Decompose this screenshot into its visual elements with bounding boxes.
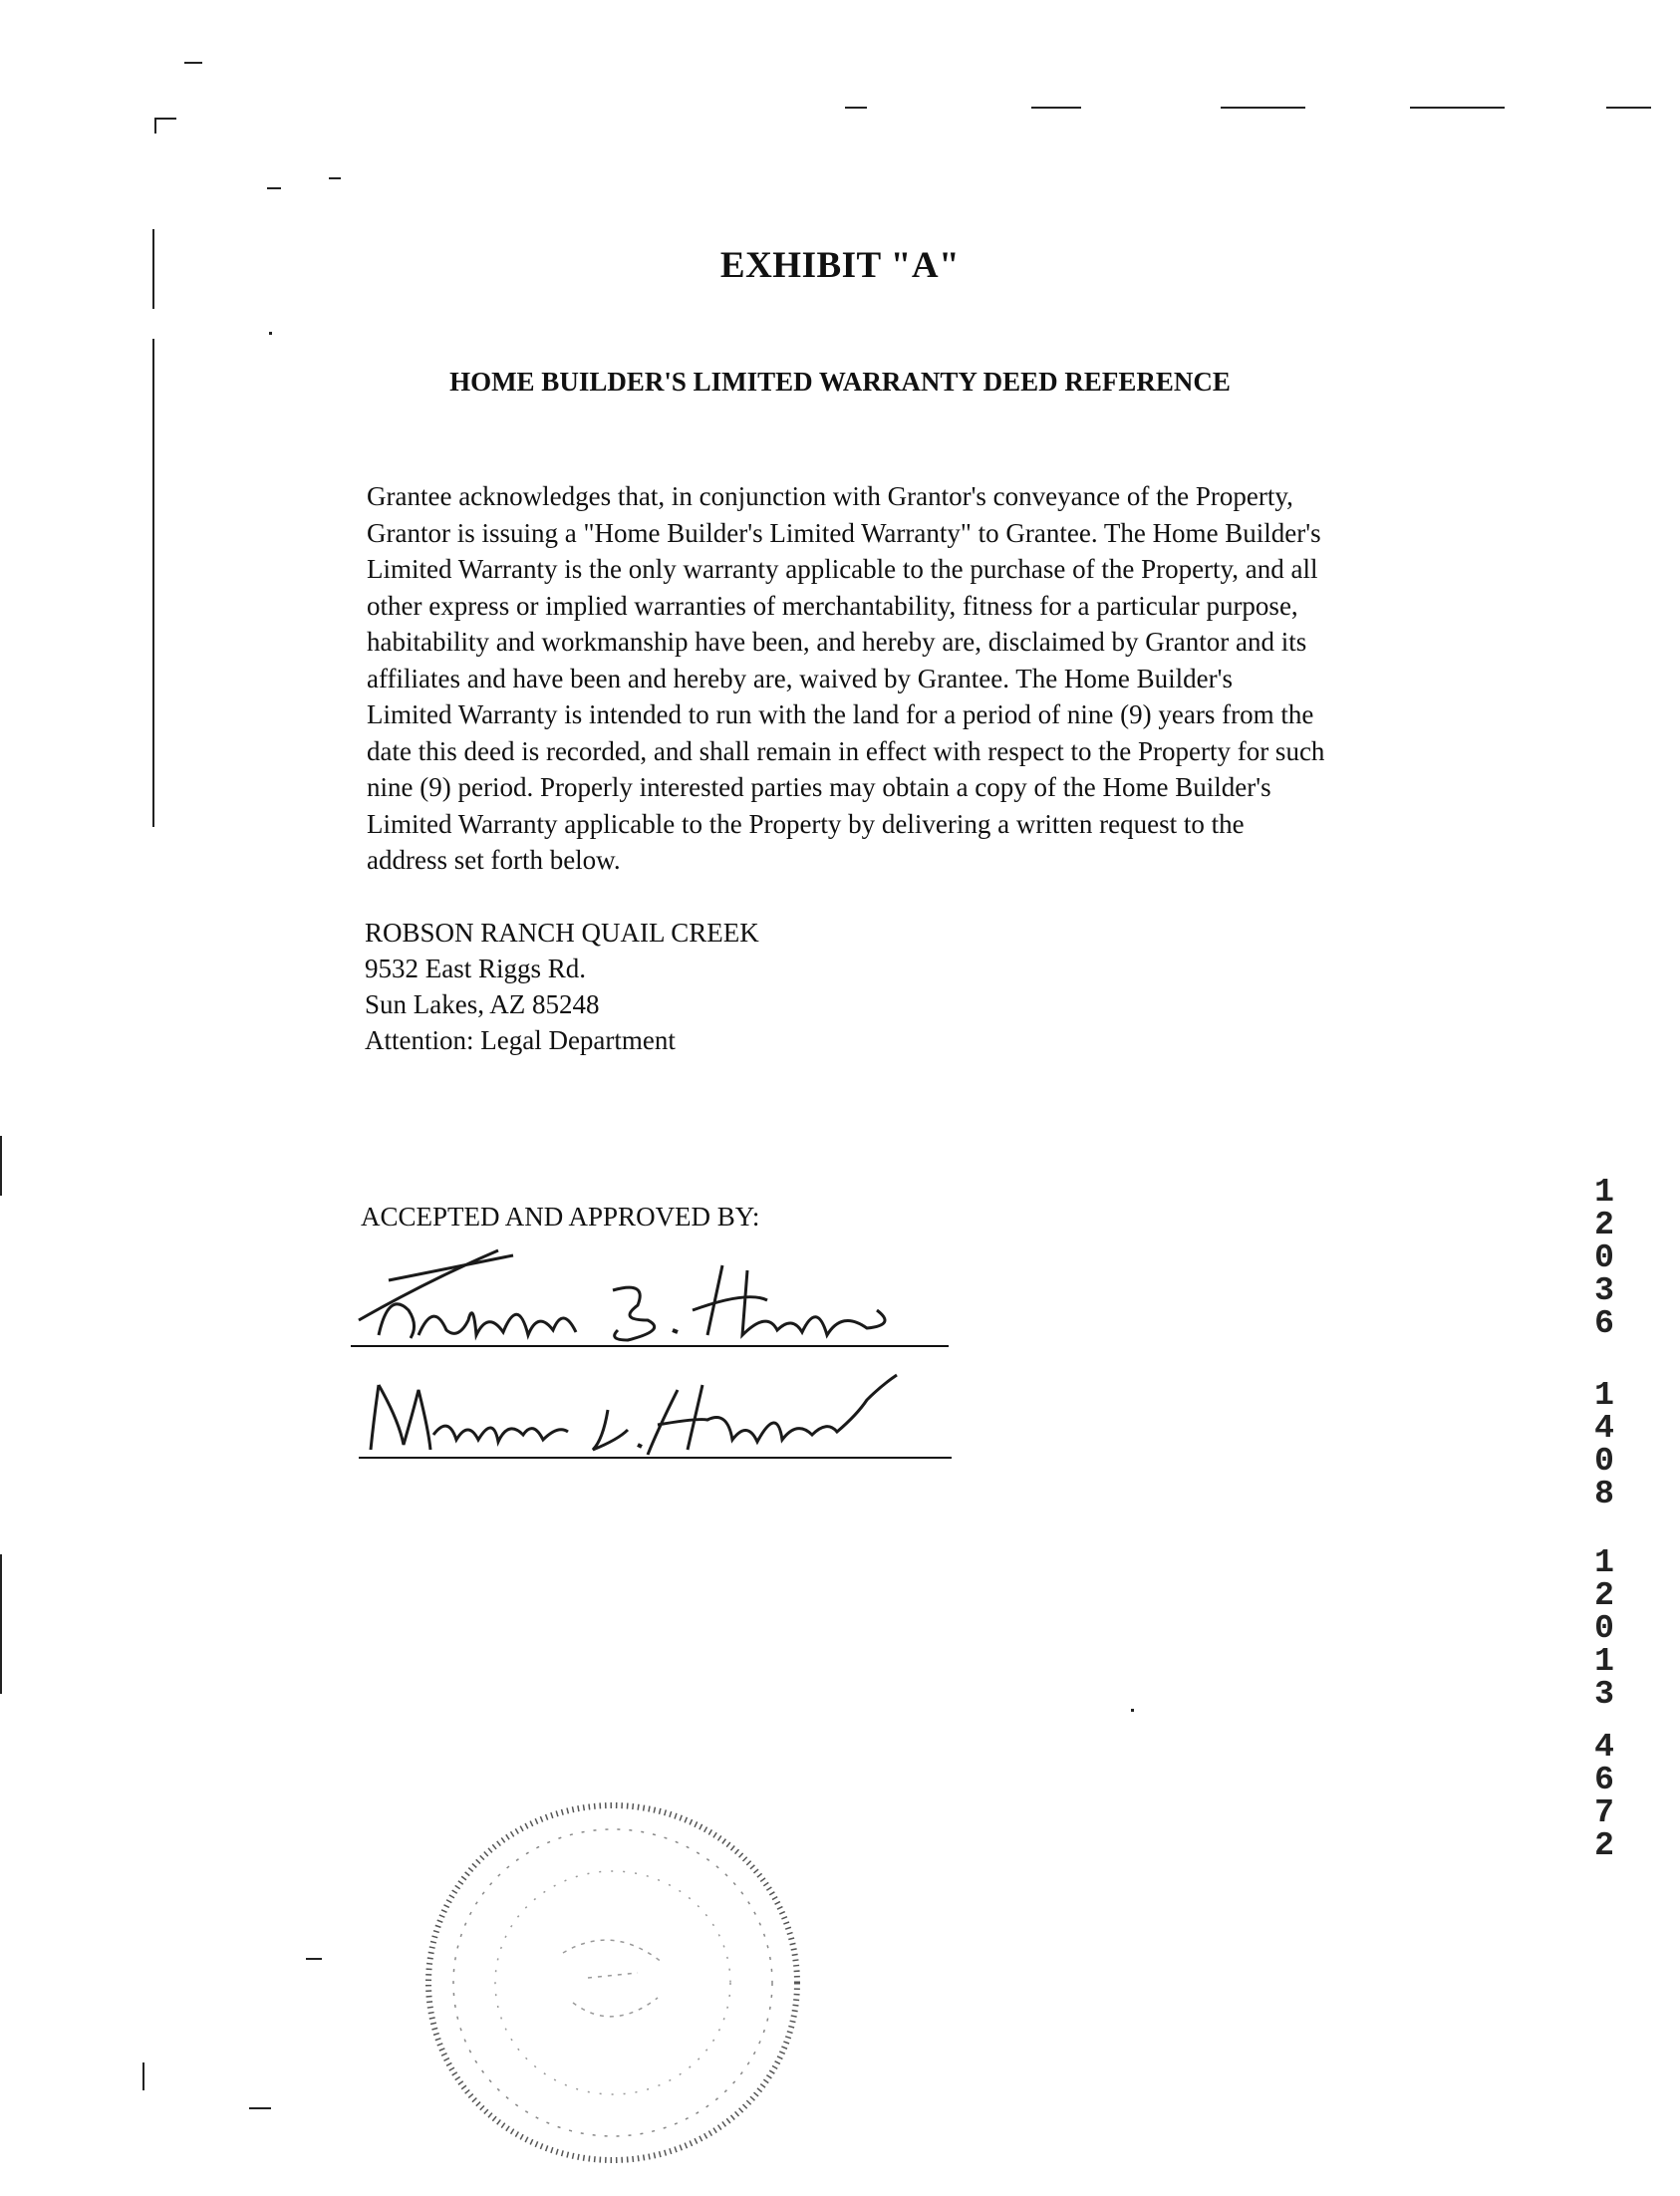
scan-dash [249, 2107, 271, 2109]
notary-seal-emboss [414, 1793, 812, 2172]
recording-digit: 3 [1594, 1272, 1614, 1309]
scan-edge-tick [0, 1136, 2, 1196]
scan-dash [1031, 107, 1081, 109]
recording-digit: 4 [1594, 1729, 1614, 1766]
recording-digit: 2 [1594, 1577, 1614, 1614]
paragraph-line: Limited Warranty is the only warranty applicable to the purchase of the Property, and all [367, 554, 1318, 584]
scan-corner-mark [154, 118, 176, 120]
address-attention: Attention: Legal Department [365, 1025, 676, 1055]
recording-digit: 1 [1594, 1643, 1614, 1680]
scan-dash [184, 62, 202, 64]
paragraph-line: habitability and workmanship have been, and hereby are, disclaimed by Grantor and its [367, 627, 1307, 657]
scan-dot [269, 332, 272, 335]
recording-number-2 [1584, 1379, 1624, 1510]
document-subtitle: HOME BUILDER'S LIMITED WARRANTY DEED REFERENCE [449, 367, 1231, 397]
scan-corner-mark-v [154, 118, 156, 134]
paragraph-line: nine (9) period. Properly interested parties may obtain a copy of the Home Builder's [367, 772, 1271, 802]
recording-digit: 4 [1594, 1410, 1614, 1447]
recording-number-4 [1584, 1731, 1624, 1862]
scan-dash [1221, 107, 1305, 109]
address-name: ROBSON RANCH QUAIL CREEK [365, 918, 759, 948]
scan-dash [845, 107, 867, 109]
recording-digit: 6 [1594, 1305, 1614, 1342]
address-street: 9532 East Riggs Rd. [365, 954, 587, 983]
scan-dash [329, 177, 341, 179]
accepted-label: ACCEPTED AND APPROVED BY: [361, 1202, 760, 1232]
warranty-paragraph [367, 478, 1443, 879]
paragraph-line: Grantee acknowledges that, in conjunction with Grantor's conveyance of the Property, [367, 481, 1293, 511]
recording-digit: 1 [1594, 1174, 1614, 1211]
signature-1-handwriting [349, 1240, 947, 1355]
recording-digit: 0 [1594, 1610, 1614, 1647]
recording-digit: 6 [1594, 1762, 1614, 1798]
scan-edge-tick [0, 1554, 2, 1694]
signature-2 [359, 1370, 917, 1460]
paragraph-line: Limited Warranty applicable to the Property by delivering a written request to the [367, 808, 1245, 839]
scan-edge-line-mid [152, 339, 154, 827]
paragraph-line: address set forth below. [367, 845, 621, 875]
paragraph-line: Limited Warranty is intended to run with the land for a period of nine (9) years from the [367, 699, 1314, 729]
scan-dash [267, 187, 281, 189]
recording-digit: 0 [1594, 1239, 1614, 1276]
paragraph-line: date this deed is recorded, and shall remain in effect with respect to the Property for such [367, 735, 1325, 766]
page-title: EXHIBIT "A" [719, 245, 961, 286]
recording-digit: 2 [1594, 1207, 1614, 1243]
scan-dash [306, 1958, 322, 1960]
address-block [365, 915, 759, 1058]
recording-digit: 3 [1594, 1676, 1614, 1713]
signature-1 [349, 1240, 947, 1355]
paragraph-line: affiliates and have been and hereby are, waived by Grantee. The Home Builder's [367, 663, 1234, 693]
scan-dash [1410, 107, 1505, 109]
paragraph-line: other express or implied warranties of merchantability, fitness for a particular purpose, [367, 590, 1298, 621]
recording-digit: 1 [1594, 1544, 1614, 1581]
scan-dot [1131, 1709, 1134, 1712]
recording-digit: 8 [1594, 1476, 1614, 1512]
scan-dash [1606, 107, 1651, 109]
notary-seal [414, 1793, 812, 2172]
signature-line-1 [351, 1345, 949, 1347]
recording-digit: 1 [1594, 1377, 1614, 1414]
signature-2-handwriting [359, 1370, 917, 1460]
recording-number-1 [1584, 1176, 1624, 1340]
recording-digit: 7 [1594, 1794, 1614, 1831]
scan-edge-tick [142, 2062, 144, 2090]
signature-line-2 [359, 1457, 952, 1459]
recording-number-3 [1584, 1546, 1624, 1711]
paragraph-line: Grantor is issuing a "Home Builder's Limited Warranty" to Grantee. The Home Builder's [367, 517, 1321, 548]
recording-digit: 0 [1594, 1443, 1614, 1480]
recording-digit: 2 [1594, 1827, 1614, 1864]
address-city: Sun Lakes, AZ 85248 [365, 989, 600, 1019]
